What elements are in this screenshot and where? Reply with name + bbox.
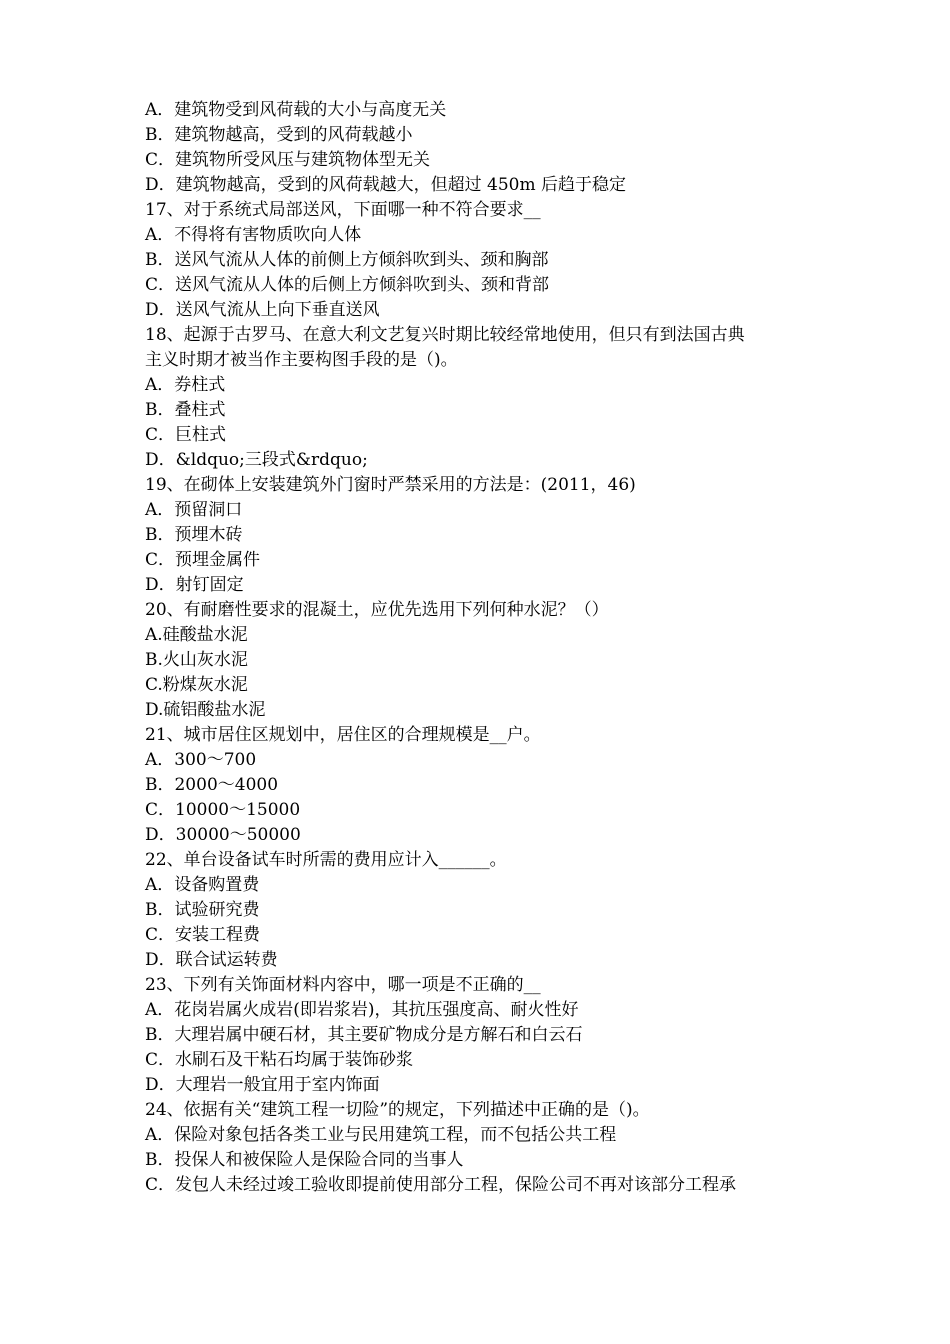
question-17-option-a: A．不得将有害物质吹向人体 [145, 225, 362, 245]
question-21-option-c: C．10000～15000 [145, 800, 301, 820]
question-22-option-b: B．试验研究费 [145, 900, 260, 920]
question-23-option-d: D．大理岩一般宜用于室内饰面 [145, 1075, 380, 1095]
question-20-option-c: C.粉煤灰水泥 [145, 675, 248, 695]
question-24: 24、依据有关“建筑工程一切险”的规定，下列描述中正确的是（)。 [145, 1100, 650, 1120]
question-19-option-b: B．预埋木砖 [145, 525, 243, 545]
question-22: 22、单台设备试车时所需的费用应计入______。 [145, 850, 507, 870]
question-20-option-a: A.硅酸盐水泥 [145, 625, 248, 645]
question-23-option-a: A．花岗岩属火成岩(即岩浆岩)，其抗压强度高、耐火性好 [145, 1000, 579, 1020]
document-body [145, 98, 825, 1198]
question-19-option-c: C．预埋金属件 [145, 550, 261, 570]
question-21-option-d: D．30000～50000 [145, 825, 301, 845]
question-21: 21、城市居住区规划中，居住区的合理规模是__户。 [145, 725, 541, 745]
question-17: 17、对于系统式局部送风，下面哪一种不符合要求__ [145, 200, 541, 220]
question-18-option-d: D．&ldquo;三段式&rdquo; [145, 450, 368, 470]
question-24-option-b: B．投保人和被保险人是保险合同的当事人 [145, 1150, 464, 1170]
question-22-option-c: C．安装工程费 [145, 925, 261, 945]
option-b-line: B．建筑物越高，受到的风荷载越小 [145, 125, 413, 145]
question-23-option-c: C．水刷石及干粘石均属于装饰砂浆 [145, 1050, 414, 1070]
question-20: 20、有耐磨性要求的混凝土，应优先选用下列何种水泥？（） [145, 600, 609, 620]
question-17-option-d: D．送风气流从上向下垂直送风 [145, 300, 380, 320]
question-24-option-a: A．保险对象包括各类工业与民用建筑工程，而不包括公共工程 [145, 1125, 617, 1145]
question-19-option-d: D．射钉固定 [145, 575, 244, 595]
option-a-line: A．建筑物受到风荷载的大小与高度无关 [145, 100, 447, 120]
option-c-line: C．建筑物所受风压与建筑物体型无关 [145, 150, 431, 170]
question-22-option-a: A．设备购置费 [145, 875, 260, 895]
question-21-option-b: B．2000～4000 [145, 775, 279, 795]
question-20-option-b: B.火山灰水泥 [145, 650, 248, 670]
question-20-option-d: D.硫铝酸盐水泥 [145, 700, 266, 720]
question-18-option-a: A．券柱式 [145, 375, 226, 395]
option-d-line: D．建筑物越高，受到的风荷载越大，但超过 450m 后趋于稳定 [145, 175, 627, 195]
question-18-line-2: 主义时期才被当作主要构图手段的是（)。 [145, 350, 458, 370]
question-19: 19、在砌体上安装建筑外门窗时严禁采用的方法是：(2011，46) [145, 475, 636, 495]
question-19-option-a: A．预留洞口 [145, 500, 243, 520]
question-22-option-d: D．联合试运转费 [145, 950, 278, 970]
question-23: 23、下列有关饰面材料内容中，哪一项是不正确的__ [145, 975, 541, 995]
question-21-option-a: A．300～700 [145, 750, 257, 770]
question-17-option-b: B．送风气流从人体的前侧上方倾斜吹到头、颈和胸部 [145, 250, 549, 270]
question-24-option-c: C．发包人未经过竣工验收即提前使用部分工程，保险公司不再对该部分工程承 [145, 1175, 737, 1195]
question-18-option-c: C．巨柱式 [145, 425, 227, 445]
question-18-option-b: B．叠柱式 [145, 400, 226, 420]
question-23-option-b: B．大理岩属中硬石材，其主要矿物成分是方解石和白云石 [145, 1025, 583, 1045]
question-17-option-c: C．送风气流从人体的后侧上方倾斜吹到头、颈和背部 [145, 275, 550, 295]
question-18-line-1: 18、起源于古罗马、在意大利文艺复兴时期比较经常地使用，但只有到法国古典 [145, 325, 745, 345]
